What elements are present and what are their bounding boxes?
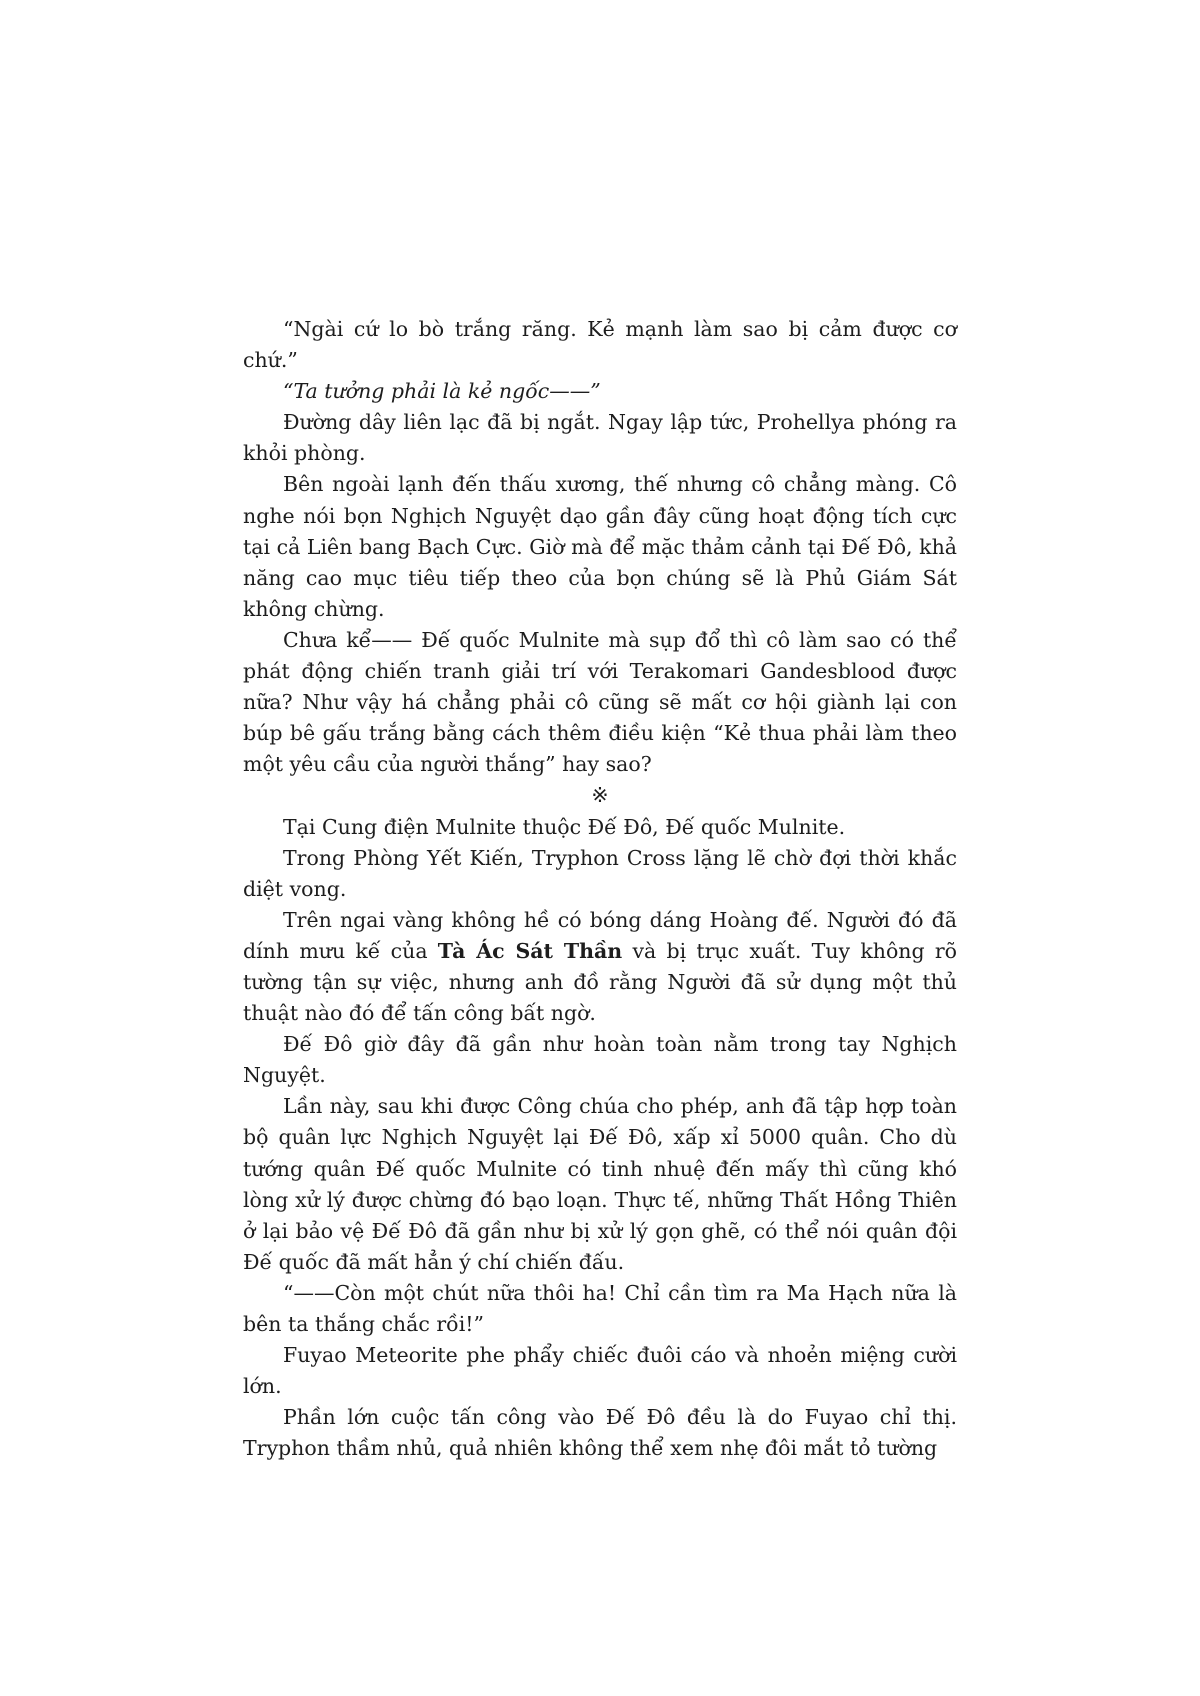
- paragraph-italic-dialogue: “Ta tưởng phải là kẻ ngốc——”: [283, 379, 601, 404]
- paragraph: Trong Phòng Yết Kiến, Tryphon Cross lặng lẽ chờ đợi thời khắc diệt vong.: [243, 845, 957, 901]
- paragraph-text: và bị trục xuất. Tuy không rõ tường tận sự việc, nhưng anh đồ rằng Người đã sử dụng một thủ thuật nào đó để tấn công bất ngờ.: [243, 938, 958, 1026]
- paragraph: Đế Đô giờ đây đã gần như hoàn toàn nằm trong tay Nghịch Nguyệt.: [243, 1032, 957, 1088]
- body-text: [243, 314, 957, 1464]
- paragraph: Fuyao Meteorite phe phẩy chiếc đuôi cáo và nhoẻn miệng cười lớn.: [243, 1343, 957, 1399]
- bold-term: Tà Ác Sát Thần: [437, 938, 623, 963]
- paragraph: Bên ngoài lạnh đến thấu xương, thế nhưng cô chẳng màng. Cô nghe nói bọn Nghịch Nguyệt dạo gần đây cũng hoạt động tích cực tại cả Liên bang Bạch Cực. Giờ mà để mặc thảm cảnh tại Đế Đô, khả năng cao mục tiêu tiếp theo của bọn chúng sẽ là Phủ Giám Sát không chừng.: [243, 472, 957, 621]
- paragraph: [243, 905, 957, 1029]
- paragraph: Chưa kể—— Đế quốc Mulnite mà sụp đổ thì cô làm sao có thể phát động chiến tranh giải trí với Terakomari Gandesblood được nữa? Như vậy há chẳng phải cô cũng sẽ mất cơ hội giành lại con búp bê gấu trắng bằng cách thêm điều kiện “Kẻ thua phải làm theo một yêu cầu của người thắng” hay sao?: [243, 627, 957, 777]
- paragraph: Phần lớn cuộc tấn công vào Đế Đô đều là do Fuyao chỉ thị. Tryphon thầm nhủ, quả nhiên không thể xem nhẹ đôi mắt tỏ tường: [243, 1405, 957, 1461]
- paragraph: “Ngài cứ lo bò trắng răng. Kẻ mạnh làm sao bị cảm được cơ chứ.”: [243, 317, 957, 373]
- paragraph: Tại Cung điện Mulnite thuộc Đế Đô, Đế quốc Mulnite.: [283, 814, 846, 839]
- paragraph: Đường dây liên lạc đã bị ngắt. Ngay lập tức, Prohellya phóng ra khỏi phòng.: [243, 410, 957, 466]
- paragraph-text: Trên ngai vàng không hề có bóng dáng Hoàng đế. Người đó đã dính mưu kế của: [243, 907, 957, 963]
- paragraph: “——Còn một chút nữa thôi ha! Chỉ cần tìm ra Ma Hạch nữa là bên ta thắng chắc rồi!”: [243, 1280, 957, 1336]
- section-separator: ※: [591, 783, 609, 808]
- paragraph: Lần này, sau khi được Công chúa cho phép, anh đã tập hợp toàn bộ quân lực Nghịch Nguyệt lại Đế Đô, xấp xỉ 5000 quân. Cho dù tướng quân Đế quốc Mulnite có tinh nhuệ đến mấy thì cũng khó lòng xử lý được chừng đó bạo loạn. Thực tế, những Thất Hồng Thiên ở lại bảo vệ Đế Đô đã gần như bị xử lý gọn ghẽ, có thể nói quân đội Đế quốc đã mất hẳn ý chí chiến đấu.: [243, 1094, 957, 1274]
